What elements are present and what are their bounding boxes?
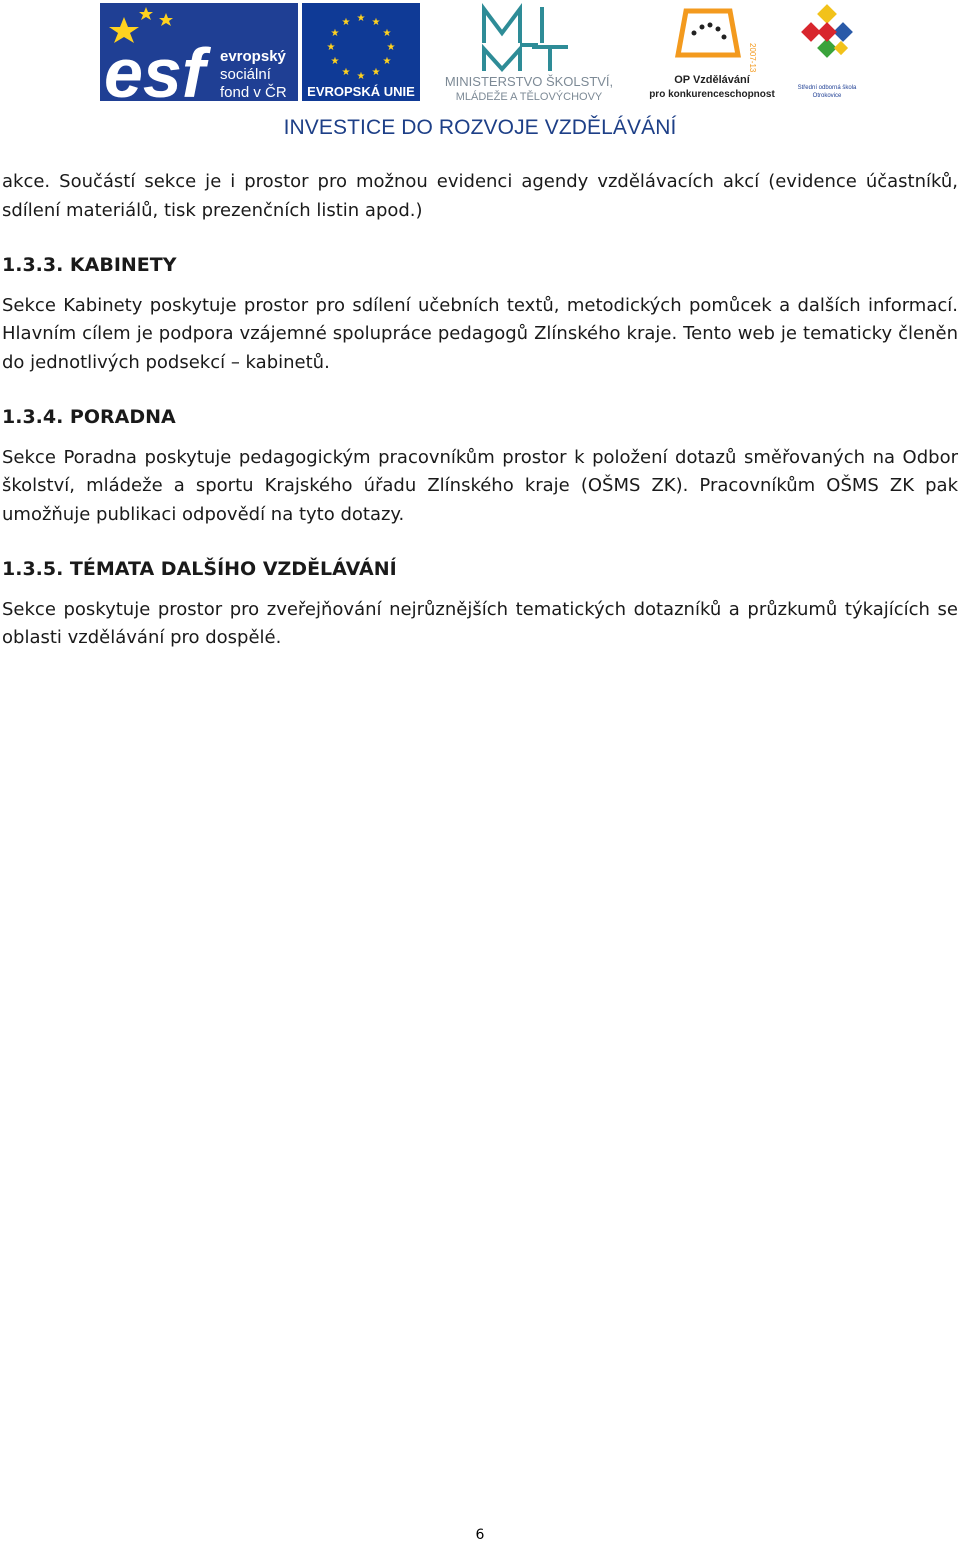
svg-text:★: ★: [341, 17, 351, 28]
svg-text:★: ★: [356, 71, 366, 82]
svg-text:OP Vzdělávání: OP Vzdělávání: [674, 74, 750, 86]
school-logo: [790, 3, 864, 101]
svg-text:★: ★: [326, 42, 336, 53]
svg-text:MINISTERSTVO ŠKOLSTVÍ,: MINISTERSTVO ŠKOLSTVÍ,: [444, 74, 614, 89]
document-body: [2, 168, 958, 679]
esf-logo: [100, 3, 298, 101]
svg-text:★: ★: [382, 28, 392, 39]
page-number: 6: [475, 1527, 485, 1543]
section-text-poradna: Sekce Poradna poskytuje pedagogickým pracovníkům prostor k položení dotazů směřovaných na Odbor školství, mládeže a sportu Krajského úřadu Zlínského kraje (OŠMS ZK). Pracovníkům OŠMS ZK pak umožňuje publikaci odpovědí na tyto dotazy.: [2, 446, 958, 525]
svg-text:fond v ČR: fond v ČR: [220, 84, 287, 101]
section-heading-temata: 1.3.5. TÉMATA DALŠÍHO VZDĚLÁVÁNÍ: [2, 558, 397, 580]
section-text-kabinety: Sekce Kabinety poskytuje prostor pro sdílení učebních textů, metodických pomůcek a dalších informací. Hlavním cílem je podpora vzájemné spolupráce pedagogů Zlínského kraje. Tento web je tematicky členěn do jednotlivých podsekcí – kabinetů.: [2, 294, 958, 373]
svg-text:Střední odborná škola: Střední odborná škola: [797, 85, 857, 91]
svg-text:evropský: evropský: [220, 48, 286, 65]
svg-text:★: ★: [356, 13, 366, 24]
logo-header: [0, 0, 960, 145]
svg-text:Otrokovice: Otrokovice: [812, 93, 842, 99]
investice-tagline: INVESTICE DO ROZVOJE VZDĚLÁVÁNÍ: [283, 116, 677, 139]
svg-text:sociální: sociální: [220, 66, 271, 83]
msmt-logo: [426, 3, 636, 101]
svg-text:MLÁDEŽE A TĚLOVÝCHOVY: MLÁDEŽE A TĚLOVÝCHOVY: [455, 91, 603, 101]
op-vzdelavani-logo: [646, 3, 780, 101]
section-heading-poradna: 1.3.4. PORADNA: [2, 406, 176, 428]
intro-paragraph: akce. Součástí sekce je i prostor pro možnou evidenci agendy vzdělávacích akcí (evidence účastníků, sdílení materiálů, tisk prezenčních listin apod.): [2, 171, 958, 221]
svg-text:★: ★: [386, 42, 396, 53]
section-heading-kabinety: 1.3.3. KABINETY: [2, 254, 177, 276]
svg-text:★: ★: [371, 17, 381, 28]
svg-text:★: ★: [341, 67, 351, 78]
svg-text:2007-13: 2007-13: [748, 43, 757, 73]
svg-text:esf: esf: [104, 34, 206, 101]
svg-text:★: ★: [330, 56, 340, 67]
svg-text:EVROPSKÁ UNIE: EVROPSKÁ UNIE: [307, 84, 415, 99]
section-text-temata: Sekce poskytuje prostor pro zveřejňování nejrůznějších tematických dotazníků a průzkumů týkajících se oblasti vzdělávání pro dospělé.: [2, 598, 958, 648]
svg-text:pro konkurenceschopnost: pro konkurenceschopnost: [649, 89, 775, 100]
svg-text:★: ★: [371, 67, 381, 78]
eu-flag-logo: [302, 3, 420, 101]
svg-text:★: ★: [382, 56, 392, 67]
svg-text:★: ★: [330, 28, 340, 39]
